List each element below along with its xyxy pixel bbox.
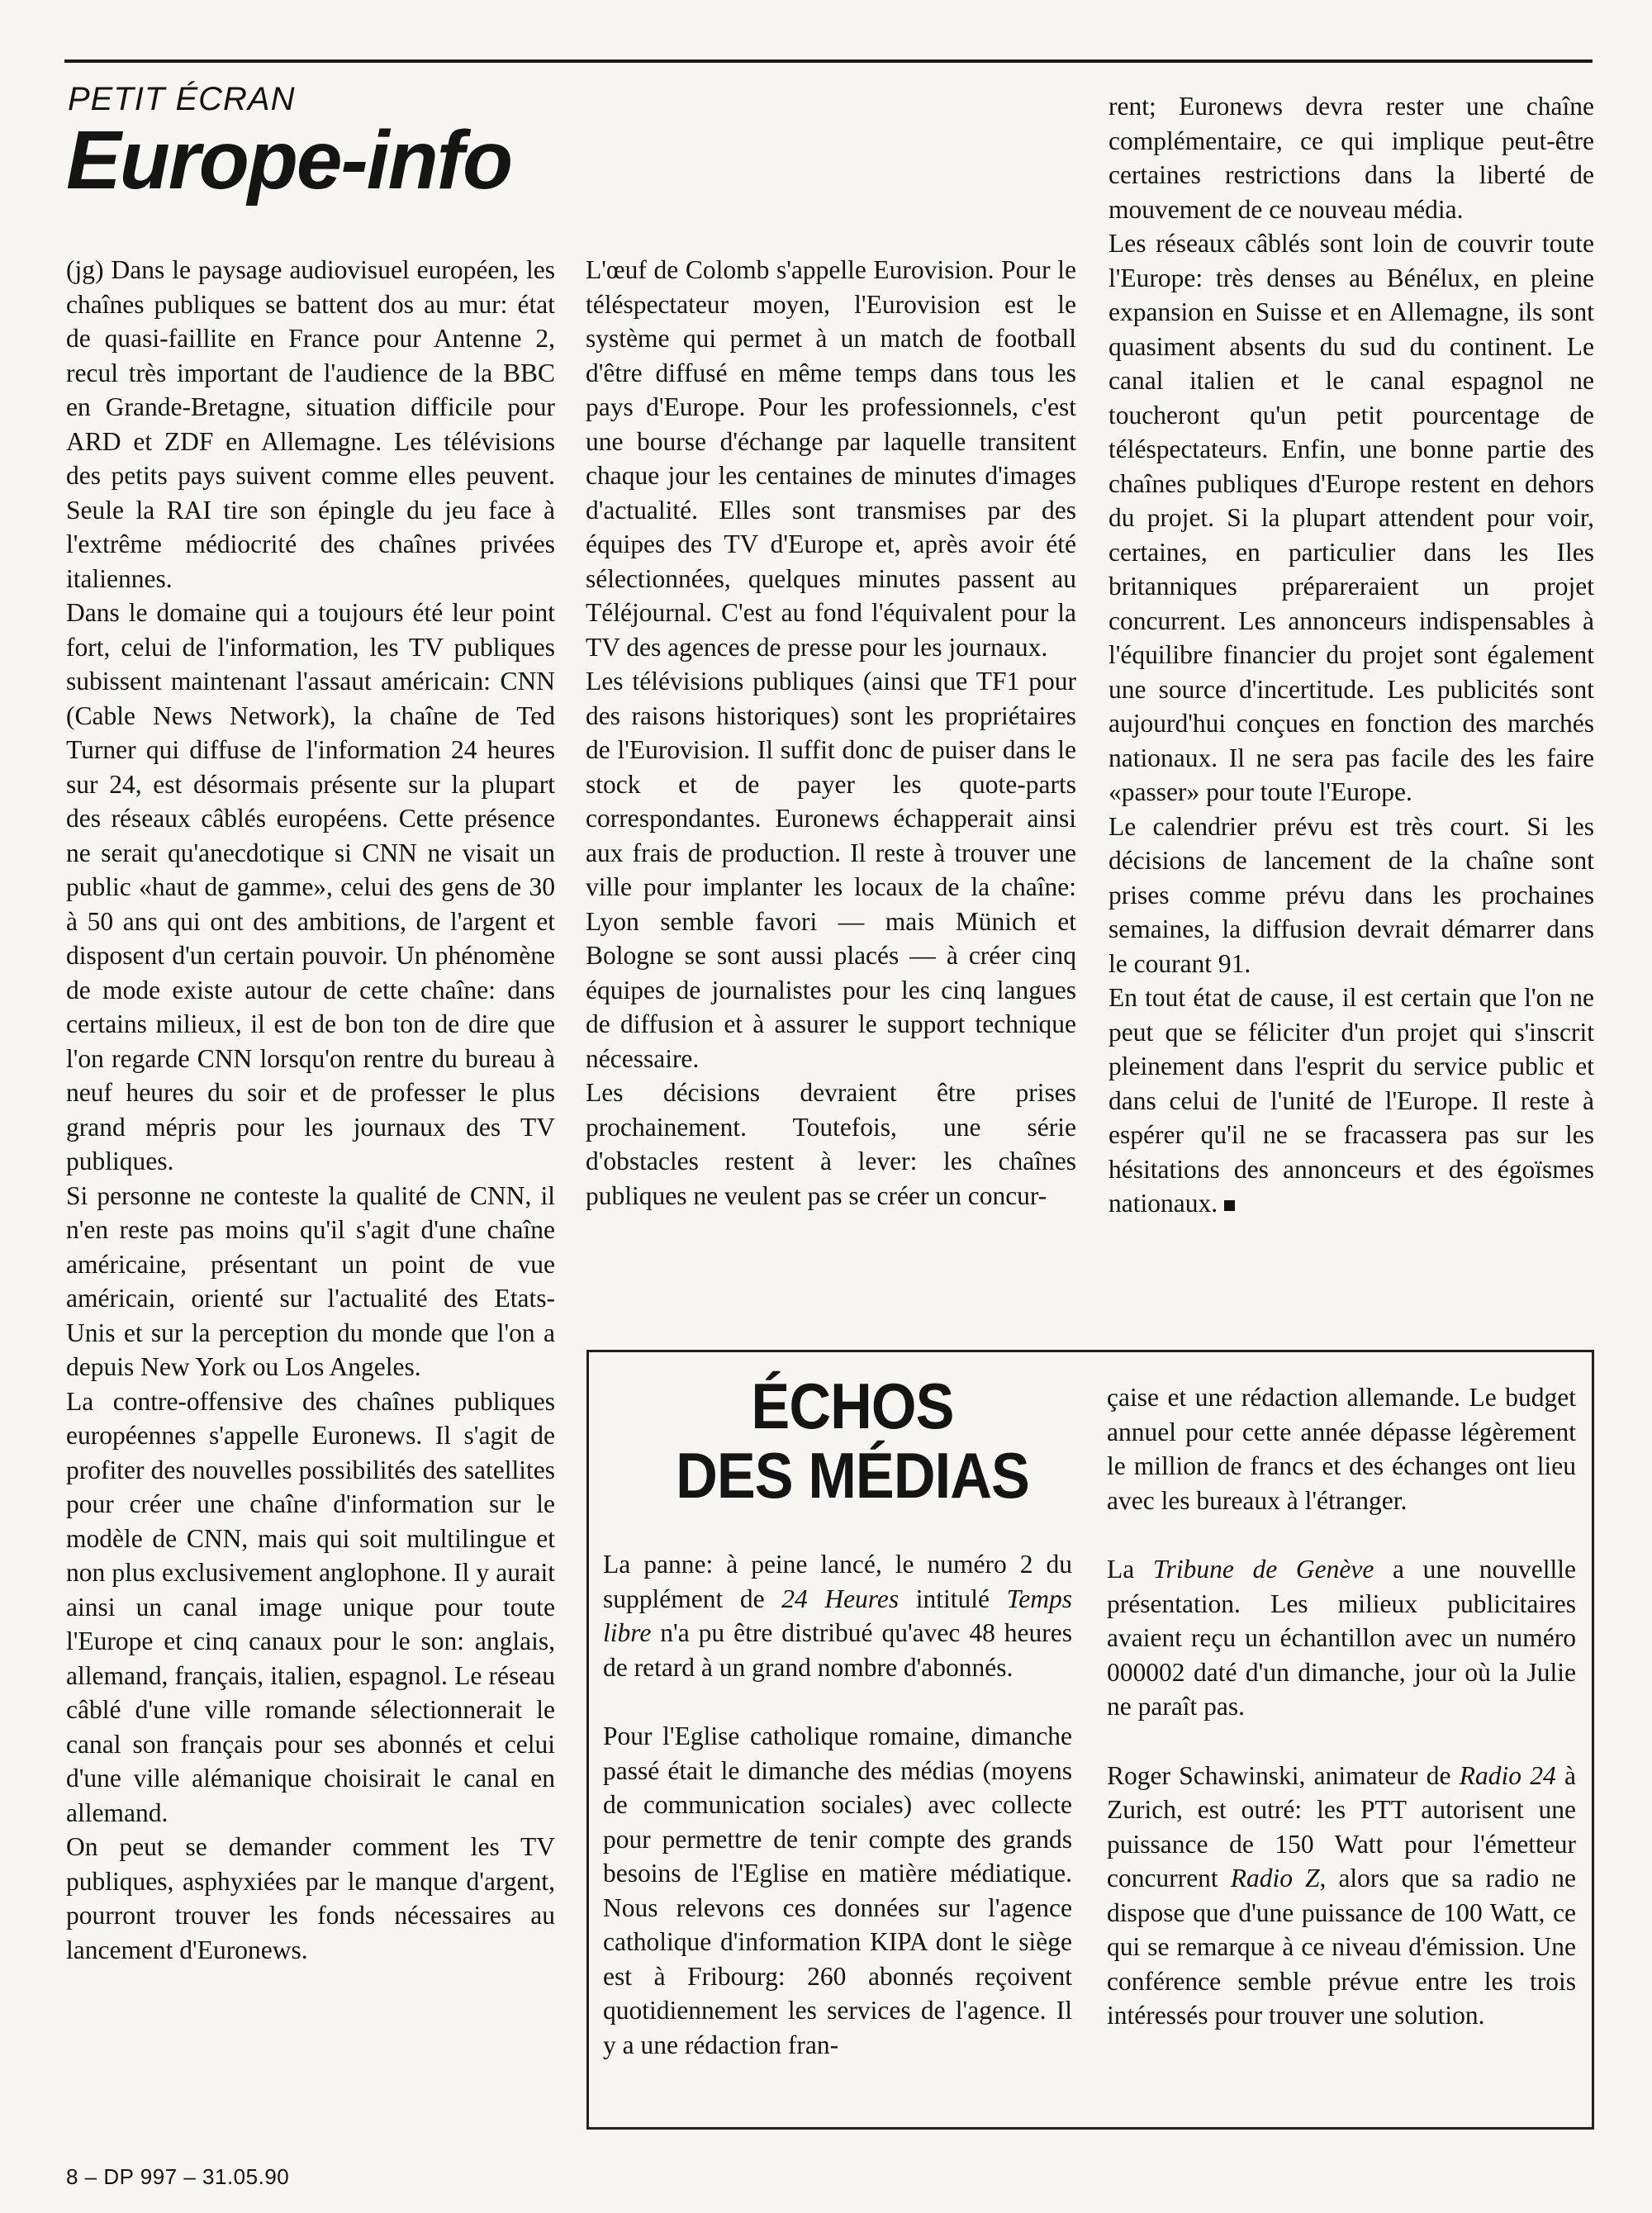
section-rubric: PETIT ÉCRAN bbox=[68, 81, 296, 117]
article-title: Europe-info bbox=[66, 114, 512, 207]
echos-item bbox=[603, 1547, 1072, 1684]
echos-publication: Tribune de Genève bbox=[1152, 1555, 1374, 1584]
echos-text: à Zurich, est outré: les PTT autorisent une puissance de 150 Watt pour l'émetteur concurrent bbox=[1107, 1760, 1576, 1892]
echos-box-title bbox=[644, 1371, 1061, 1510]
echos-title-line-2: DES MÉDIAS bbox=[676, 1439, 1029, 1512]
echos-item: Pour l'Eglise catholique romaine, dimanche passé était le dimanche des médias (moyens de communication sociales) avec collecte pour permettre de tenir compte des grands besoins de l'Eglise en matière médiatique. Nous relevons ces données sur l'agence catholique d'information KIPA dont le siège est à Fribourg: 260 abonnés reçoivent quotidiennement les services de l'agence. Il y a une rédaction fran- bbox=[603, 1721, 1072, 2059]
echos-publication: 24 Heures bbox=[781, 1584, 900, 1613]
article-paragraph: Les réseaux câblés sont loin de couvrir toute l'Europe: très denses au Bénélux, en pleine expansion en Suisse et en Allemagne, ils sont quasiment absents du sud du continent. Le canal italien et le canal espagnol ne toucheront qu'un petit pourcentage de téléspectateurs. Enfin, une bonne partie des chaînes publiques d'Europe restent en dehors du projet. Si la plupart attendent pour voir, certaines, en particulier dans les Iles britanniques prépareraient un projet concurrent. Les annonceurs indispensables à l'équilibre financier du projet sont également une source d'incertitude. Les publicités sont aujourd'hui conçues en fonction des marchés nationaux. Il ne sera pas facile des les faire «passer» pour toute l'Europe. bbox=[1108, 229, 1594, 806]
article-column-1 bbox=[66, 253, 555, 1967]
echos-text: a une nouvellle présentation. Les milieux publicitaires avaient reçu un échantillon avec un numéro 000002 daté d'un dimanche, jour où la Julie ne paraît pas. bbox=[1107, 1555, 1576, 1721]
article-paragraph: On peut se demander comment les TV publiques, asphyxiées par le manque d'argent, pourront trouver les fonds nécessaires au lancement d'Euronews. bbox=[66, 1832, 555, 1964]
echos-publication: Radio Z bbox=[1230, 1864, 1320, 1892]
echos-text: n'a pu être distribué qu'avec 48 heures de retard à un grand nombre d'abonnés. bbox=[603, 1618, 1072, 1682]
page-footer: 8 – DP 997 – 31.05.90 bbox=[66, 2164, 290, 2189]
article-text: En tout état de cause, il est certain que l'on ne peut que se féliciter d'un projet qui s'inscrit pleinement dans l'esprit du service public et dans celui de l'unité de l'Europe. Il reste à espérer qu'il ne se fracassera pas sur les hésitations des annonceurs et des égoïsmes nationaux. bbox=[1108, 983, 1594, 1218]
article-paragraph: rent; Euronews devra rester une chaîne complémentaire, ce qui implique peut-être certaines restrictions dans la liberté de mouvement de ce nouveau média. bbox=[1108, 92, 1594, 224]
article-column-3 bbox=[1108, 89, 1594, 1221]
echos-item bbox=[1107, 1759, 1576, 2033]
echos-text: La panne: à peine lancé, le numéro 2 du supplément de bbox=[603, 1550, 1072, 1613]
article-column-2 bbox=[586, 253, 1076, 1213]
echos-text: , alors que sa radio ne dispose que d'une puissance de 100 Watt, ce qui se remarque à ce niveau d'émission. Une conférence semble prévue entre les trois intéressés pour trouver une solution. bbox=[1107, 1864, 1577, 2030]
end-mark-icon bbox=[1224, 1200, 1235, 1211]
article-paragraph-final bbox=[1108, 981, 1594, 1221]
article-paragraph: Les télévisions publiques (ainsi que TF1 pour des raisons historiques) sont les propriétaires de l'Eurovision. Il suffit donc de puiser dans le stock et de payer les quote-parts correspondantes. Euronews échapperait ainsi aux frais de production. Il reste à trouver une ville pour implanter les locaux de la chaîne: Lyon semble favori — mais Münich et Bologne se sont aussi placés — à créer cinq équipes de journalistes pour les cinq langues de diffusion et à assurer le support technique nécessaire. bbox=[586, 667, 1076, 1073]
article-paragraph: (jg) Dans le paysage audiovisuel européen, les chaînes publiques se battent dos au mur: état de quasi-faillite en France pour Antenne 2, recul très important de l'audience de la BBC en Grande-Bretagne, situation difficile pour ARD et ZDF en Allemagne. Les télévisions des petits pays suivent comme elles peuvent. Seule la RAI tire son épingle du jeu face à l'extrême médiocrité des chaînes privées italiennes. bbox=[66, 255, 555, 593]
echos-publication: Temps libre bbox=[603, 1584, 1072, 1647]
article-paragraph: Le calendrier prévu est très court. Si les décisions de lancement de la chaîne sont prises comme prévu dans les prochaines semaines, la diffusion devrait démarrer dans le courant 91. bbox=[1108, 811, 1594, 978]
echos-item bbox=[1107, 1552, 1576, 1724]
article-paragraph: La contre-offensive des chaînes publiques européennes s'appelle Euronews. Il s'agit de profiter des nouvelles possibilités des satellites pour créer une chaîne d'information sur le modèle de CNN, mais qui soit multilingue et non plus exclusivement anglophone. Il y aurait ainsi un canal image unique pour toute l'Europe et cinq canaux pour le son: anglais, allemand, français, italien, espagnol. Le réseau câblé d'une ville romande sélectionnerait le canal son français pour ses abonnés et celui d'une ville alémanique choisirait le canal en allemand. bbox=[66, 1386, 555, 1827]
echos-title-line-1: ÉCHOS bbox=[751, 1370, 954, 1442]
article-paragraph: L'œuf de Colomb s'appelle Eurovision. Pour le téléspectateur moyen, l'Eurovision est le système qui permet à un match de football d'être diffusé en même temps dans tous les pays d'Europe. Pour les professionnels, c'est une bourse d'échange par laquelle transitent chaque jour les centaines de minutes d'images d'actualité. Elles sont transmises par des équipes des TV d'Europe et, après avoir été sélectionnées, quelques minutes passent au Téléjournal. C'est au fond l'équivalent pour la TV des agences de presse pour les journaux. bbox=[586, 255, 1076, 662]
echos-text: Roger Schawinski, animateur de bbox=[1107, 1760, 1460, 1790]
top-rule bbox=[64, 59, 1593, 63]
article-paragraph: Si personne ne conteste la qualité de CNN, il n'en reste pas moins qu'il s'agit d'une chaîne américaine, présentant un point de vue américain, orienté sur l'actualité des Etats-Unis et sur la perception du monde que l'on a depuis New York ou Los Angeles. bbox=[66, 1180, 555, 1381]
echos-text: La bbox=[1107, 1555, 1153, 1584]
echos-column-2 bbox=[1107, 1380, 1576, 2068]
echos-publication: Radio 24 bbox=[1459, 1760, 1556, 1790]
article-paragraph: Dans le domaine qui a toujours été leur point fort, celui de l'information, les TV publiques subissent maintenant l'assaut américain: CNN (Cable News Network), la chaîne de Ted Turner qui diffuse de l'information 24 heures sur 24, est désormais présente sur la plupart des réseaux câblés européens. Cette présence ne serait qu'anecdotique si CNN ne visait un public «haut de gamme», celui des gens de 30 à 50 ans qui ont des ambitions, de l'argent et disposent d'un certain pouvoir. Un phénomène de mode existe autour de cette chaîne: dans certains milieux, il est de bon ton de dire que l'on regarde CNN lorsqu'on rentre du bureau à neuf heures du soir et de professer le plus grand mépris pour les journaux des TV publiques. bbox=[66, 598, 555, 1175]
echos-item: çaise et une rédaction allemande. Le budget annuel pour cette année dépasse légèrement le million de francs et des échanges ont lieu avec les bureaux à l'étranger. bbox=[1107, 1383, 1576, 1515]
echos-text: intitulé bbox=[899, 1584, 1007, 1613]
echos-column-1 bbox=[603, 1547, 1072, 2097]
article-paragraph: Les décisions devraient être prises prochainement. Toutefois, une série d'obstacles restent à lever: les chaînes publiques ne veulent pas se créer un concur- bbox=[586, 1078, 1076, 1210]
